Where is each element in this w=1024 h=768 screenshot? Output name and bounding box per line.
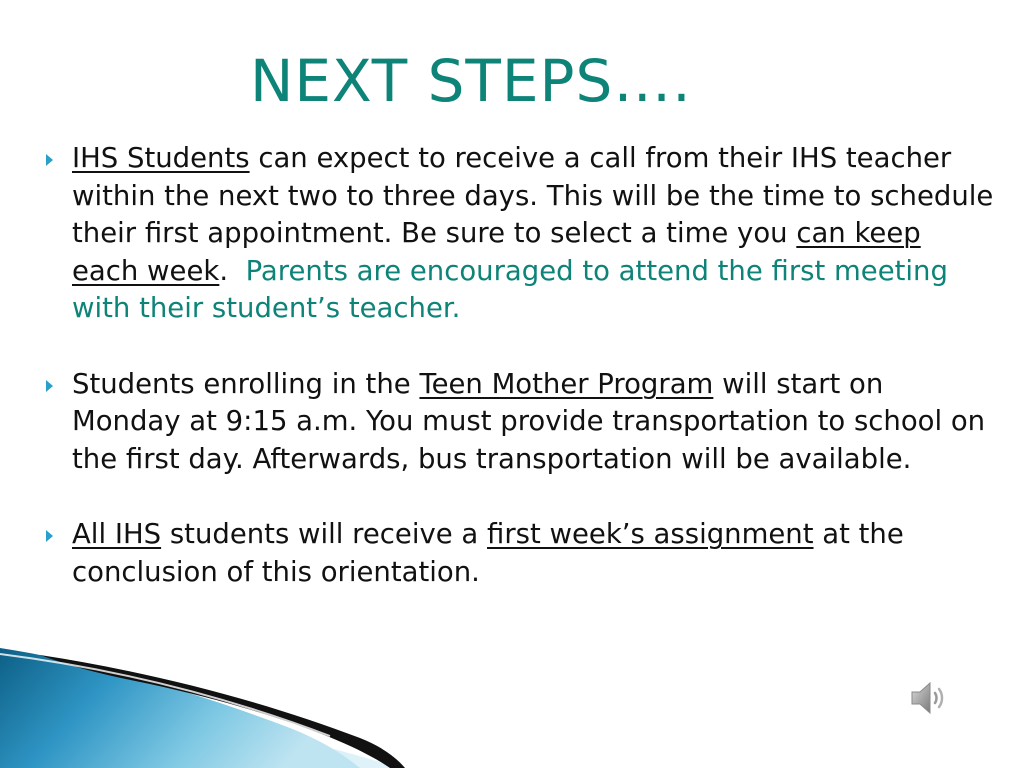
arrow-bullet-icon [46,154,53,166]
bullet-1-underlined-keep-each-week: can keep each week [72,217,921,287]
bullet-3-text-b: at the conclusion of this orientation. [72,518,904,588]
wave-black-swoosh [40,655,405,768]
arrow-bullet-icon [46,380,53,392]
bullet-1-parents-note: Parents are encouraged to attend the first meeting with their student’s teacher. [72,254,948,324]
bullet-3-text-a: students will receive a [161,518,488,550]
wave-highlight [0,654,330,736]
speaker-icon[interactable] [908,680,948,716]
wave-blue-band [0,648,360,768]
bullet-teen-mother-program [44,366,994,479]
bullet-1-text-b: . [219,254,246,287]
bullet-all-ihs [44,516,994,591]
bullet-ihs-students [44,140,994,328]
slide-title: NEXT STEPS…. [250,47,692,115]
arrow-bullet-icon [46,530,53,542]
bullet-2-text-a: Students enrolling in the [72,367,420,400]
wave-light-band [0,690,400,768]
bullet-3-underlined-first-week-assignment: first week’s assignment [487,518,814,550]
bullet-3-underlined-all-ihs: All IHS [72,518,162,550]
bullet-1-text-a: can expect to receive a call from their IHS teacher within the next two to three days. This will be the time to schedule their first appointment. Be sure to select a time you [72,142,994,249]
bullet-2-underlined-teen-mother-program: Teen Mother Program [419,367,714,400]
bullet-2-text-b: will start on Monday at 9:15 a.m. You must provide transportation to school on the first day. Afterwards, bus transportation will be available. [72,367,986,475]
bullet-list [44,140,994,591]
bullet-1-underlined-ihs-students: IHS Students [72,142,250,174]
